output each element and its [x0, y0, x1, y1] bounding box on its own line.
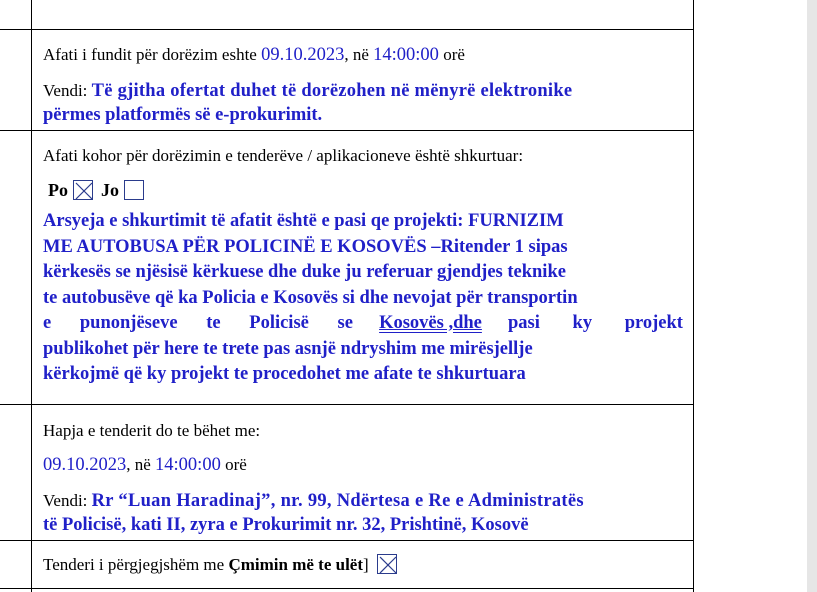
row-divider — [0, 29, 694, 30]
place-text: Të gjitha ofertat duhet të dorëzohen në mënyrë elektronike — [91, 81, 573, 101]
reason-line5-a: e punonjëseve te Policisë se — [43, 313, 353, 333]
opening-date: 09.10.2023 — [43, 455, 127, 475]
reason-link[interactable]: Kosovës ,dhe — [379, 313, 482, 333]
yes-label: Po — [48, 180, 68, 200]
opening-section — [43, 420, 683, 536]
place-text: Rr “Luan Haradinaj”, nr. 99, Ndërtesa e Re e Administratës — [91, 491, 584, 511]
deadline-time: 14:00:00 — [373, 45, 439, 65]
deadline-line — [43, 44, 683, 66]
no-label: Jo — [101, 180, 119, 200]
deadline-place-line2: përmes platformës së e-prokurimit. — [43, 105, 323, 125]
row-divider — [0, 404, 694, 405]
opening-mid: , në — [126, 455, 151, 474]
shortening-reason — [43, 209, 683, 388]
checked-x-icon — [378, 555, 398, 575]
criteria-line — [43, 554, 683, 576]
criteria-checkbox[interactable] — [377, 554, 397, 574]
reason-line: kërkesës se njësisë kërkuese dhe duke ju referuar gjendjes teknike — [43, 262, 566, 282]
deadline-place-line1 — [43, 80, 683, 102]
criteria-prefix: Tenderi i përgjegjshëm me — [43, 555, 225, 574]
deadline-suffix: orë — [443, 45, 465, 64]
opening-datetime — [43, 454, 683, 476]
row-divider — [0, 540, 694, 541]
reason-line: te autobusëve që ka Policia e Kosovës si dhe nevojat për transportin — [43, 287, 578, 308]
row-divider — [0, 130, 694, 131]
place-label: Vendi: — [43, 81, 88, 100]
place-label: Vendi: — [43, 491, 88, 510]
table-left-border — [31, 0, 32, 592]
yes-no-row — [48, 179, 683, 201]
yes-checkbox[interactable] — [73, 180, 93, 200]
shortened-section — [43, 145, 683, 388]
deadline-section — [43, 44, 683, 126]
reason-line: ME AUTOBUSA PËR POLICINË E KOSOVËS –Ritender 1 sipas — [43, 236, 568, 257]
opening-label: Hapja e tenderit do te bëhet me: — [43, 421, 261, 440]
reason-line: Arsyeja e shkurtimit të afatit është e pasi qe projekti: FURNIZIM — [43, 211, 564, 231]
criteria-bold: Çmimin më te ulët — [228, 555, 364, 574]
vertical-scrollbar[interactable] — [807, 0, 817, 592]
deadline-date: 09.10.2023 — [261, 45, 345, 65]
opening-place-line2: të Policisë, kati II, zyra e Prokurimit nr. 32, Prishtinë, Kosovë — [43, 515, 529, 535]
criteria-suffix: ] — [363, 555, 369, 574]
deadline-mid: , në — [344, 45, 369, 64]
opening-suffix: orë — [225, 455, 247, 474]
shortened-question: Afati kohor për dorëzimin e tenderëve / aplikacioneve është shkurtuar: — [43, 146, 524, 165]
opening-place-line1 — [43, 490, 683, 512]
reason-line: publikohet për here te trete pas asnjë ndryshim me mirësjellje — [43, 338, 533, 359]
deadline-prefix: Afati i fundit për dorëzim eshte — [43, 45, 257, 64]
criteria-section — [43, 554, 683, 576]
table-right-border — [693, 0, 694, 592]
reason-line: kërkojmë që ky projekt te procedohet me afate te shkurtuara — [43, 364, 526, 384]
no-checkbox[interactable] — [124, 180, 144, 200]
reason-line5-b: pasi ky projekt — [507, 313, 683, 333]
checked-x-icon — [74, 181, 94, 201]
row-divider — [0, 588, 694, 589]
reason-line — [43, 311, 683, 337]
opening-time: 14:00:00 — [155, 455, 221, 475]
